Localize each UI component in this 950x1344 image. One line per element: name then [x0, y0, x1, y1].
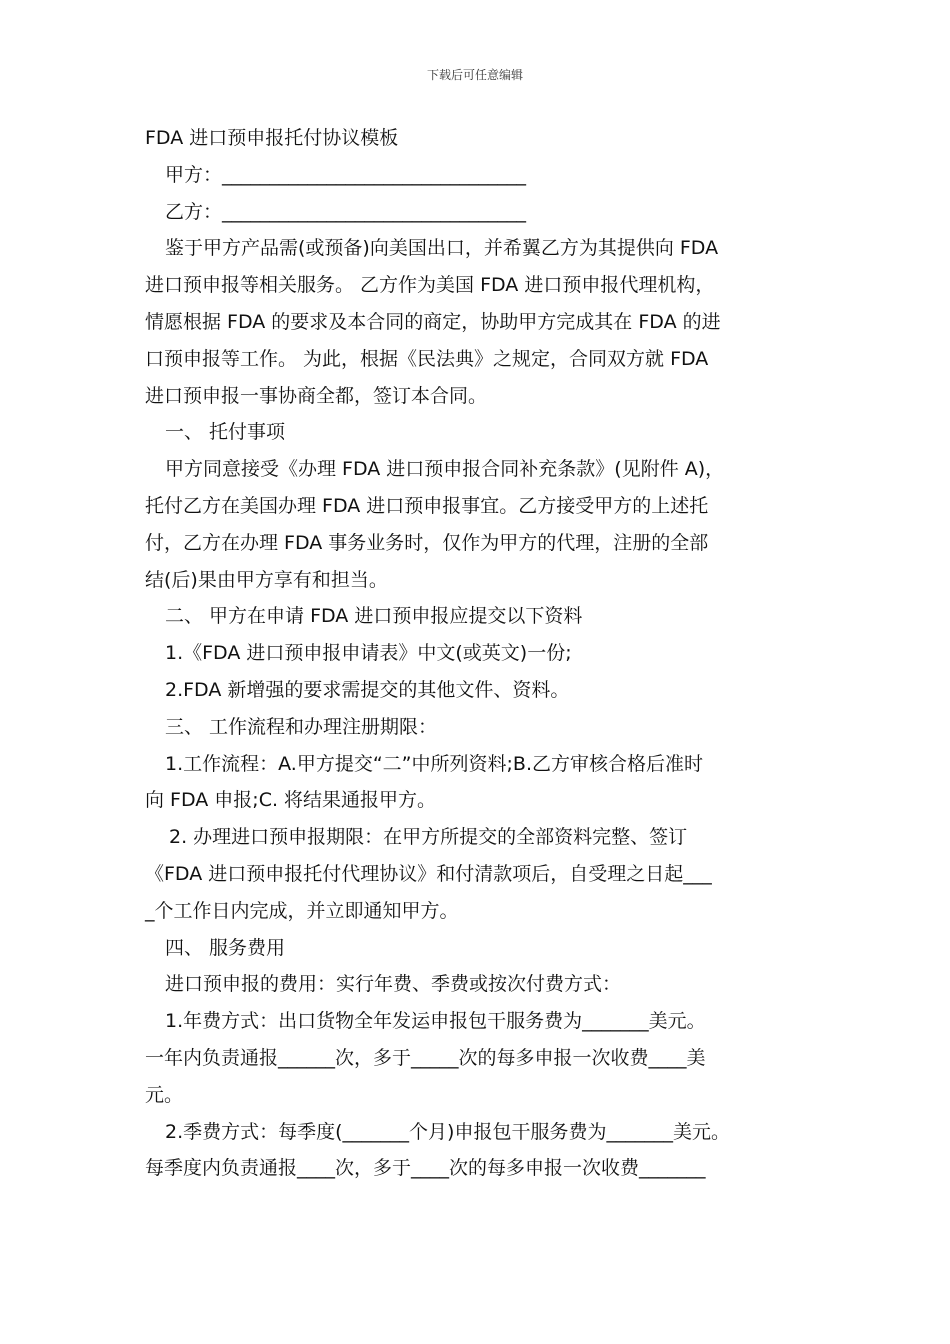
- list-item: 《FDA 进口预申报托付代理协议》和付清款项后，自受理之日起___: [145, 862, 712, 885]
- section-line: 进口预申报的费用：实行年费、季费或按次付费方式：: [165, 973, 622, 996]
- document-title: FDA 进口预申报托付协议模板: [145, 127, 399, 149]
- intro-line: 进口预申报等相关服务。 乙方作为美国 FDA 进口预申报代理机构，: [145, 274, 715, 297]
- list-item: 2. 办理进口预申报期限：在甲方所提交的全部资料完整、签订: [169, 826, 688, 849]
- list-item: 1.《FDA 进口预申报申请表》中文(或英文)一份;: [165, 642, 572, 665]
- intro-line: 情愿根据 FDA 的要求及本合同的商定，协助甲方完成其在 FDA 的进: [145, 310, 721, 333]
- list-item: 2.FDA 新增强的要求需提交的其他文件、资料。: [165, 678, 570, 701]
- list-item: 1.年费方式：出口货物全年发运申报包干服务费为_______美元。: [165, 1010, 706, 1033]
- intro-line: 口预申报等工作。 为此，根据《民法典》之规定，合同双方就 FDA: [145, 347, 709, 370]
- section-heading: 二、 甲方在申请 FDA 进口预申报应提交以下资料: [165, 605, 583, 628]
- section-line: 甲方同意接受《办理 FDA 进口预申报合同补充条款》(见附件 A)，: [165, 458, 725, 481]
- party-b-line: 乙方：________________________________: [165, 200, 527, 223]
- list-item: _个工作日内完成，并立即通知甲方。: [145, 899, 459, 922]
- intro-line: 鉴于甲方产品需(或预备)向美国出口，并希翼乙方为其提供向 FDA: [165, 237, 719, 260]
- section-line: 付，乙方在办理 FDA 事务业务时，仅作为甲方的代理，注册的全部: [145, 531, 709, 554]
- section-line: 托付乙方在美国办理 FDA 进口预申报事宜。乙方接受甲方的上述托: [145, 494, 709, 517]
- page-header-note: 下载后可任意编辑: [426, 68, 523, 82]
- section-heading: 一、 托付事项: [165, 421, 286, 444]
- document-body: [145, 120, 825, 1187]
- section-heading: 三、 工作流程和办理注册期限：: [165, 715, 438, 738]
- list-item: 元。: [145, 1083, 184, 1106]
- party-a-line: 甲方：________________________________: [165, 163, 527, 186]
- list-item: 2.季费方式：每季度(_______个月)申报包干服务费为_______美元。: [165, 1120, 730, 1143]
- list-item: 1.工作流程：A.甲方提交“二”中所列资料;B.乙方审核合格后准时: [165, 752, 703, 775]
- section-line: 结(后)果由甲方享有和担当。: [145, 568, 388, 591]
- list-item: 每季度内负责通报____次，多于____次的每多申报一次收费_______: [145, 1157, 706, 1180]
- list-item: 一年内负责通报______次，多于_____次的每多申报一次收费____美: [145, 1046, 706, 1069]
- section-heading: 四、 服务费用: [165, 936, 286, 959]
- intro-line: 进口预申报一事协商全都，签订本合同。: [145, 384, 488, 407]
- list-item: 向 FDA 申报;C. 将结果通报甲方。: [145, 789, 437, 812]
